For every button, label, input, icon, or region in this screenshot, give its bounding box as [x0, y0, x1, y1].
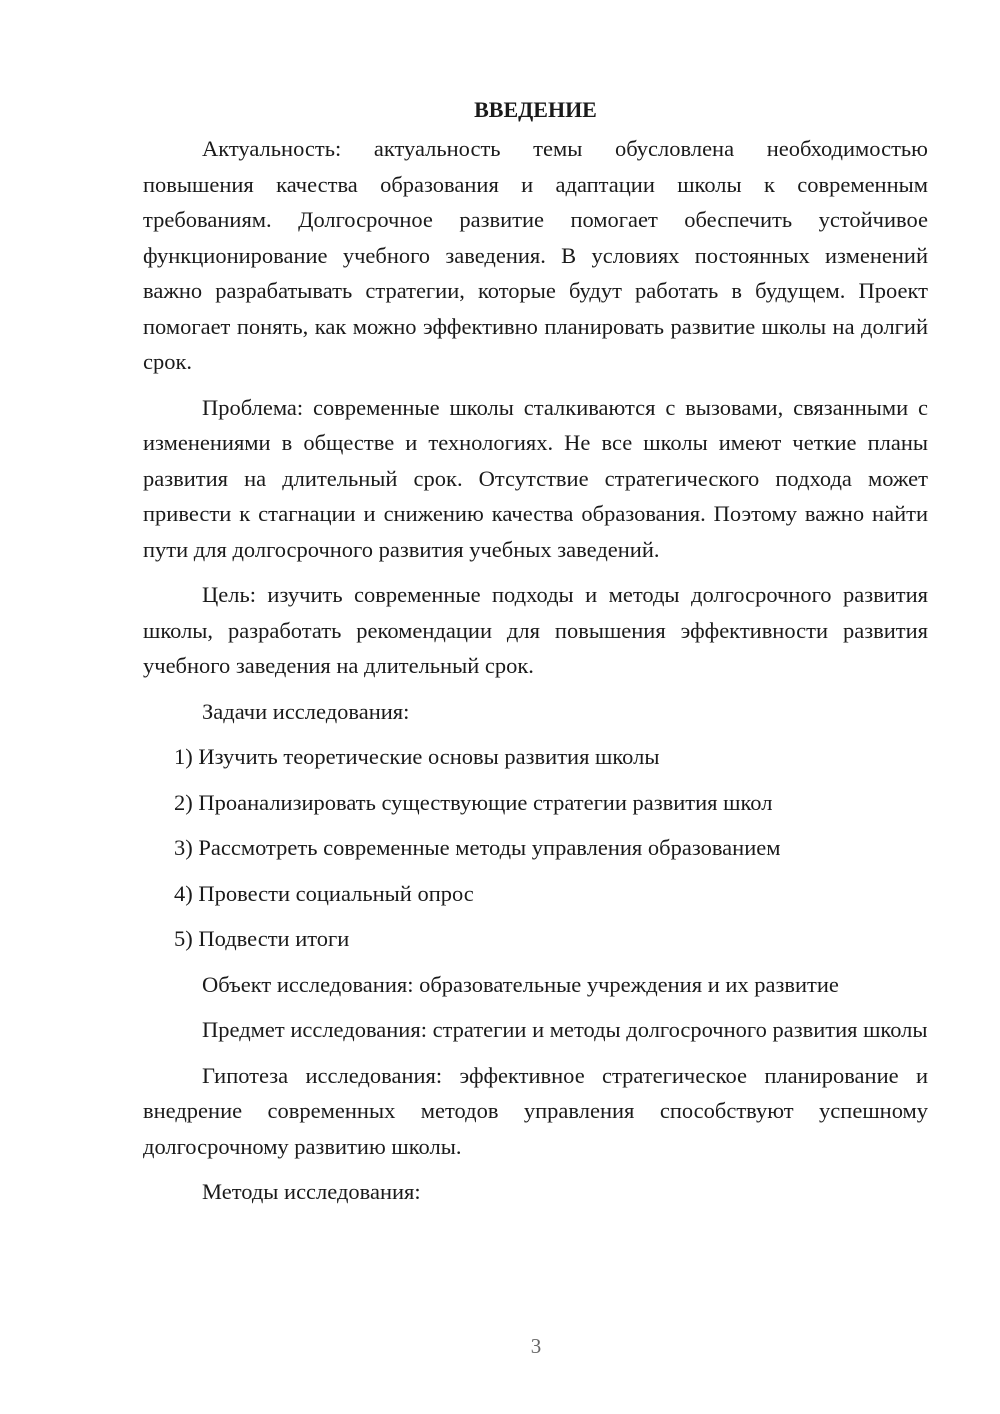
hypothesis-paragraph: Гипотеза исследования: эффективное стратегическое планирование и внедрение современных методов управления способствуют успешному долгосрочному развитию школы.: [143, 1062, 928, 1159]
object-paragraph: Объект исследования: образовательные учреждения и их развитие: [202, 971, 839, 997]
list-item: 5) Подвести итоги: [174, 926, 350, 951]
relevance-paragraph: Актуальность: актуальность темы обусловлена необходимостью повышения качества образования и адаптации школы к современным требованиям. Долгосрочное развитие помогает обеспечить устойчивое функционирование учебного заведения. В условиях постоянных изменений важно разрабатывать стратегии, которые будут работать в будущем. Проект помогает понять, как можно эффективно планировать развитие школы на долгий срок.: [143, 136, 928, 374]
list-item: 2) Проанализировать существующие стратегии развития школ: [174, 789, 773, 815]
tasks-list: [143, 739, 928, 957]
list-item: 4) Провести социальный опрос: [174, 880, 474, 906]
goal-paragraph: Цель: изучить современные подходы и методы долгосрочного развития школы, разработать рекомендации для повышения эффективности развития учебного заведения на длительный срок.: [143, 582, 928, 678]
list-item: 3) Рассмотреть современные методы управления образованием: [174, 835, 781, 860]
tasks-heading: Задачи исследования:: [202, 698, 410, 724]
list-item: 1) Изучить теоретические основы развития школы: [174, 744, 660, 769]
page-title: ВВЕДЕНИЕ: [474, 97, 597, 122]
methods-heading: Методы исследования:: [202, 1179, 421, 1204]
page-number: 3: [530, 1334, 542, 1358]
problem-paragraph: Проблема: современные школы сталкиваются с вызовами, связанными с изменениями в обществе и технологиях. Не все школы имеют четкие планы развития на длительный срок. Отсутствие стратегического подхода может привести к стагнации и снижению качества образования. Поэтому важно найти пути для долгосрочного развития учебных заведений.: [143, 394, 928, 562]
page-content: [143, 92, 928, 1220]
subject-paragraph: Предмет исследования: стратегии и методы долгосрочного развития школы: [202, 1017, 928, 1042]
